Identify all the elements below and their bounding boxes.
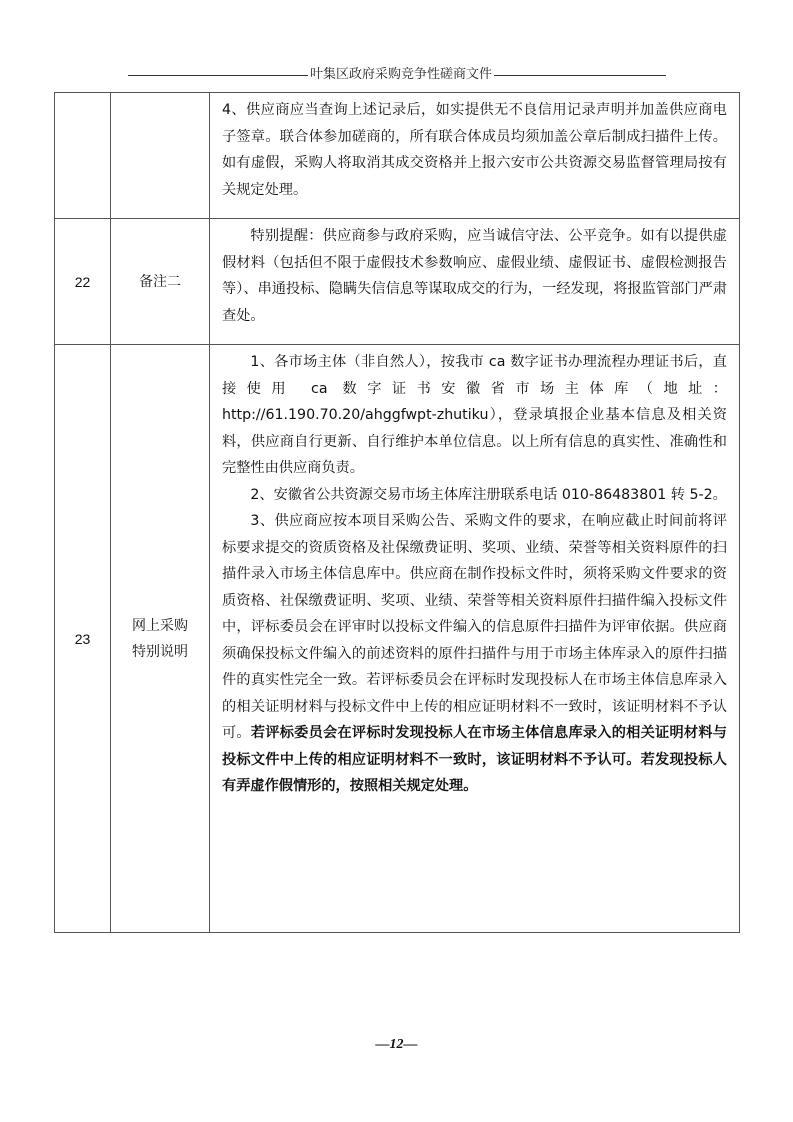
- content-text-bold: 若评标委员会在评标时发现投标人在市场主体信息库录入的相关证明材料与投标文件中上传的相应证明材料不一致时，该证明材料不予认可。若发现投标人有弄虚作假情形的，按照相关规定处理。: [222, 725, 727, 794]
- row-content: [210, 345, 740, 933]
- row-number: 22: [55, 219, 111, 345]
- page-header: [128, 66, 666, 84]
- requirements-table: [54, 92, 740, 933]
- content-paragraph: [222, 508, 727, 800]
- table-row: [55, 219, 740, 345]
- row-content: [210, 93, 740, 219]
- table-row: [55, 93, 740, 219]
- row-number: [55, 93, 111, 219]
- content-paragraph: 4、供应商应当查询上述记录后，如实提供无不良信用记录声明并加盖供应商电子签章。联合体参加磋商的，所有联合体成员均须加盖公章后制成扫描件上传。如有虚假，采购人将取消其成交资格并上报六安市公共资源交易监督管理局按有关规定处理。: [222, 102, 727, 198]
- content-paragraph: 2、安徽省公共资源交易市场主体库注册联系电话 010-86483801 转 5-2。: [250, 486, 727, 503]
- page-number: —12—: [375, 1037, 418, 1052]
- content-paragraph: 特别提醒：供应商参与政府采购，应当诚信守法、公平竞争。如有以提供虚假材料（包括但不限于虚假技术参数响应、虚假业绩、虚假证书、虚假检测报告等）、串通投标、隐瞒失信信息等谋取成交的行为，一经发现，将报监管部门严肃查处。: [222, 228, 727, 324]
- table-row: [55, 345, 740, 933]
- row-content: [210, 219, 740, 345]
- header-rule-left: [128, 75, 308, 76]
- header-title: 叶集区政府采购竞争性磋商文件: [309, 67, 492, 82]
- content-text: 3、供应商应按本项目采购公告、采购文件的要求，在响应截止时间前将评标要求提交的资质资格及社保缴费证明、奖项、业绩、荣誉等相关资料原件的扫描件录入市场主体信息库中。供应商在制作投标文件时，须将采购文件要求的资质资格、社保缴费证明、奖项、业绩、荣誉等相关资料原件扫描件编入投标文件中，评标委员会在评审时以投标文件编入的信息原件扫描件为评审依据。供应商须确保投标文件编入的前述资料的原件扫描件与用于市场主体库录入的原件扫描件的真实性完全一致。若评标委员会在评标时发现投标人在市场主体信息库录入的相关证明材料与投标文件中上传的相应证明材料不一致时，该证明材料不予认可。: [222, 513, 727, 741]
- row-number: 23: [55, 345, 111, 933]
- row-item-name-line: 网上采购: [132, 617, 188, 634]
- row-item-name: [111, 345, 210, 933]
- content-paragraph: 1、各市场主体（非自然人），按我市 ca 数字证书办理流程办理证书后，直接使用 ca 数字证书安徽省市场主体库（地址：http://61.190.70.20/ahggfwpt-zhutiku），登录填报企业基本信息及相关资料，供应商自行更新、自行维护本单位信息。以上所有信息的真实性、准确性和完整性由供应商负责。: [222, 354, 727, 476]
- row-item-name-line: 特别说明: [132, 643, 188, 660]
- row-item-name: [111, 93, 210, 219]
- header-rule-right: [494, 75, 666, 76]
- row-item-name: 备注二: [111, 219, 210, 345]
